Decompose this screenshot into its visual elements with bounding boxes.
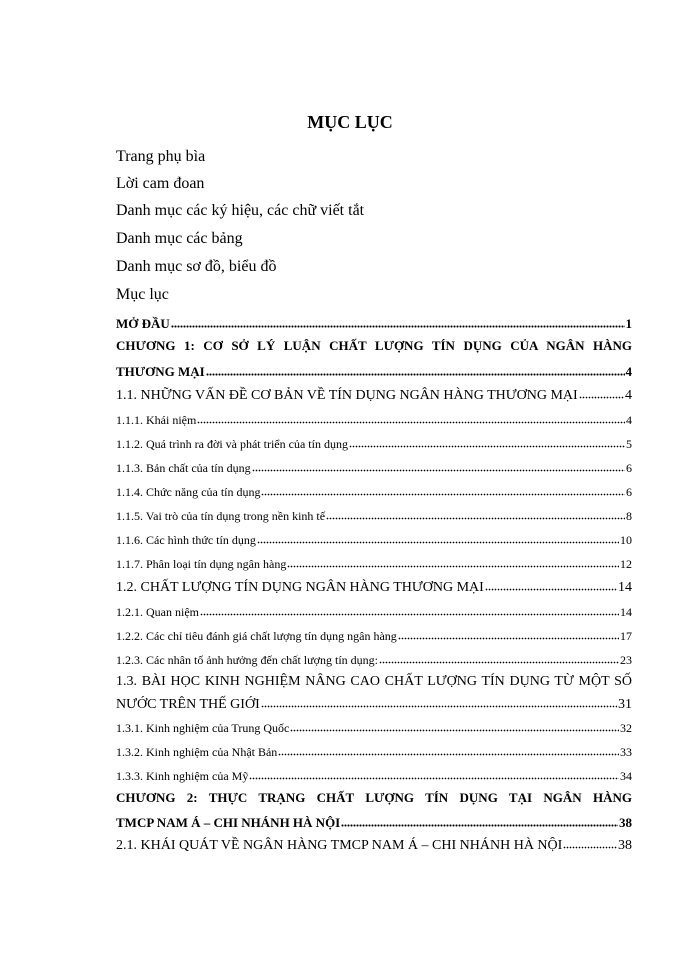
toc-entry-label: 2.1. KHÁI QUÁT VỀ NGÂN HÀNG TMCP NAM Á – CHI NHÁNH HÀ NỘI (116, 838, 563, 853)
toc-entry-label: NƯỚC TRÊN THẾ GIỚI (116, 697, 260, 712)
toc-entry-page: 1 (625, 316, 632, 331)
toc-entry-page: 33 (620, 745, 632, 759)
toc-entry-1-2 (116, 580, 632, 596)
toc-entry-label: 1.1.3. Bản chất của tín dụng (116, 461, 251, 475)
preface-item-charts: Danh mục sơ đồ, biểu đồ (116, 258, 277, 275)
toc-entry-1-1 (116, 388, 632, 404)
toc-entry-page: 6 (626, 485, 632, 499)
leader-dots (485, 588, 617, 591)
toc-entry-1-1-6 (116, 533, 632, 548)
toc-entry-label: 1.3.3. Kinh nghiệm của Mỹ (116, 769, 249, 783)
toc-entry-page: 12 (620, 557, 632, 571)
toc-entry-label: TMCP NAM Á – CHI NHÁNH HÀ NỘI (116, 815, 341, 830)
leader-dots (261, 705, 617, 708)
preface-item-declaration: Lời cam đoan (116, 175, 205, 192)
leader-dots (579, 396, 624, 399)
toc-entry-1-1-2 (116, 437, 632, 452)
leader-dots (278, 753, 619, 756)
leader-dots (379, 661, 619, 664)
toc-entry-chapter-1 (116, 364, 632, 380)
toc-entry-label: THƯƠNG MẠI (116, 364, 205, 379)
preface-item-tables: Danh mục các bảng (116, 230, 243, 247)
toc-entry-page: 5 (626, 437, 632, 451)
toc-entry-1-2-1 (116, 605, 632, 620)
toc-entry-label: MỞ ĐẦU (116, 316, 170, 331)
leader-dots (252, 469, 625, 472)
toc-entry-2-1 (116, 838, 632, 854)
toc-entry-1-3-line-1: 1.3. BÀI HỌC KINH NGHIỆM NÂNG CAO CHẤT LƯỢNG TÍN DỤNG TỪ MỘT SỐ (116, 674, 632, 689)
leader-dots (171, 325, 625, 328)
toc-entry-page: 14 (618, 580, 632, 595)
toc-entry-page: 4 (625, 364, 632, 379)
toc-entry-page: 31 (618, 697, 632, 712)
toc-entry-label: 1.3.1. Kinh nghiệm của Trung Quốc (116, 721, 290, 735)
toc-entry-chapter-2 (116, 815, 632, 831)
toc-entry-1-1-3 (116, 461, 632, 476)
toc-entry-1-3-3 (116, 769, 632, 784)
toc-entry-1-3-2 (116, 745, 632, 760)
toc-entry-label: 1.1. NHỮNG VẤN ĐỀ CƠ BẢN VỀ TÍN DỤNG NGÂN HÀNG THƯƠNG MẠI (116, 388, 578, 403)
toc-entry-label: 1.1.2. Quá trình ra đời và phát triển của tín dụng (116, 437, 348, 451)
leader-dots (341, 824, 618, 827)
toc-entry-page: 14 (620, 605, 632, 619)
leader-dots (326, 517, 625, 520)
toc-entry-label: 1.3.2. Kinh nghiệm của Nhật Bản (116, 745, 278, 759)
leader-dots (398, 637, 619, 640)
leader-dots (563, 846, 617, 849)
toc-entry-chapter-2-line-1: CHƯƠNG 2: THỰC TRẠNG CHẤT LƯỢNG TÍN DỤNG TẠI NGÂN HÀNG (116, 790, 632, 805)
toc-entry-label: 1.1.4. Chức năng của tín dụng (116, 485, 261, 499)
toc-entry-page: 10 (620, 533, 632, 547)
toc-entry-1-2-3 (116, 653, 632, 668)
toc-entry-page: 4 (626, 413, 632, 427)
toc-entry-1-1-5 (116, 509, 632, 524)
leader-dots (197, 421, 625, 424)
leader-dots (206, 373, 625, 376)
toc-entry-label: 1.1.7. Phân loại tín dụng ngân hàng (116, 557, 287, 571)
toc-entry-1-2-2 (116, 629, 632, 644)
toc-entry-page: 8 (626, 509, 632, 523)
leader-dots (257, 541, 619, 544)
leader-dots (200, 613, 619, 616)
toc-entry-1-1-4 (116, 485, 632, 500)
toc-entry-chapter-1-line-1: CHƯƠNG 1: CƠ SỞ LÝ LUẬN CHẤT LƯỢNG TÍN DỤNG CỦA NGÂN HÀNG (116, 338, 632, 353)
toc-entry-label: 1.1.1. Khái niệm (116, 413, 197, 427)
toc-entry-label: 1.1.5. Vai trò của tín dụng trong nền kinh tế (116, 509, 326, 523)
toc-entry-page: 34 (620, 769, 632, 783)
leader-dots (287, 565, 619, 568)
toc-entry-label: 1.1.6. Các hình thức tín dụng (116, 533, 256, 547)
toc-entry-page: 23 (620, 653, 632, 667)
leader-dots (349, 445, 625, 448)
preface-item-abbreviations: Danh mục các ký hiệu, các chữ viết tắt (116, 202, 365, 219)
toc-entry-page: 32 (620, 721, 632, 735)
toc-entry-1-1-7 (116, 557, 632, 572)
page-title: MỤC LỤC (307, 112, 393, 132)
leader-dots (249, 777, 619, 780)
toc-entry-1-3-1 (116, 721, 632, 736)
toc-entry-page: 38 (619, 815, 632, 830)
toc-entry-label: 1.2. CHẤT LƯỢNG TÍN DỤNG NGÂN HÀNG THƯƠNG MẠI (116, 580, 484, 595)
toc-entry-label: 1.2.3. Các nhân tố ảnh hưởng đến chất lượng tín dụng: (116, 653, 378, 667)
toc-entry-label: 1.2.2. Các chỉ tiêu đánh giá chất lượng tín dụng ngân hàng (116, 629, 397, 643)
preface-item-contents: Mục lục (116, 286, 169, 303)
preface-item-cover: Trang phụ bìa (116, 148, 206, 165)
toc-entry-page: 17 (620, 629, 632, 643)
toc-entry-1-1-1 (116, 413, 632, 428)
toc-entry-mo-dau (116, 316, 632, 332)
toc-entry-page: 38 (618, 838, 632, 853)
leader-dots (261, 493, 625, 496)
toc-entry-label: 1.2.1. Quan niệm (116, 605, 199, 619)
toc-entry-page: 6 (626, 461, 632, 475)
leader-dots (290, 729, 619, 732)
toc-entry-1-3 (116, 697, 632, 713)
toc-entry-page: 4 (625, 388, 632, 403)
